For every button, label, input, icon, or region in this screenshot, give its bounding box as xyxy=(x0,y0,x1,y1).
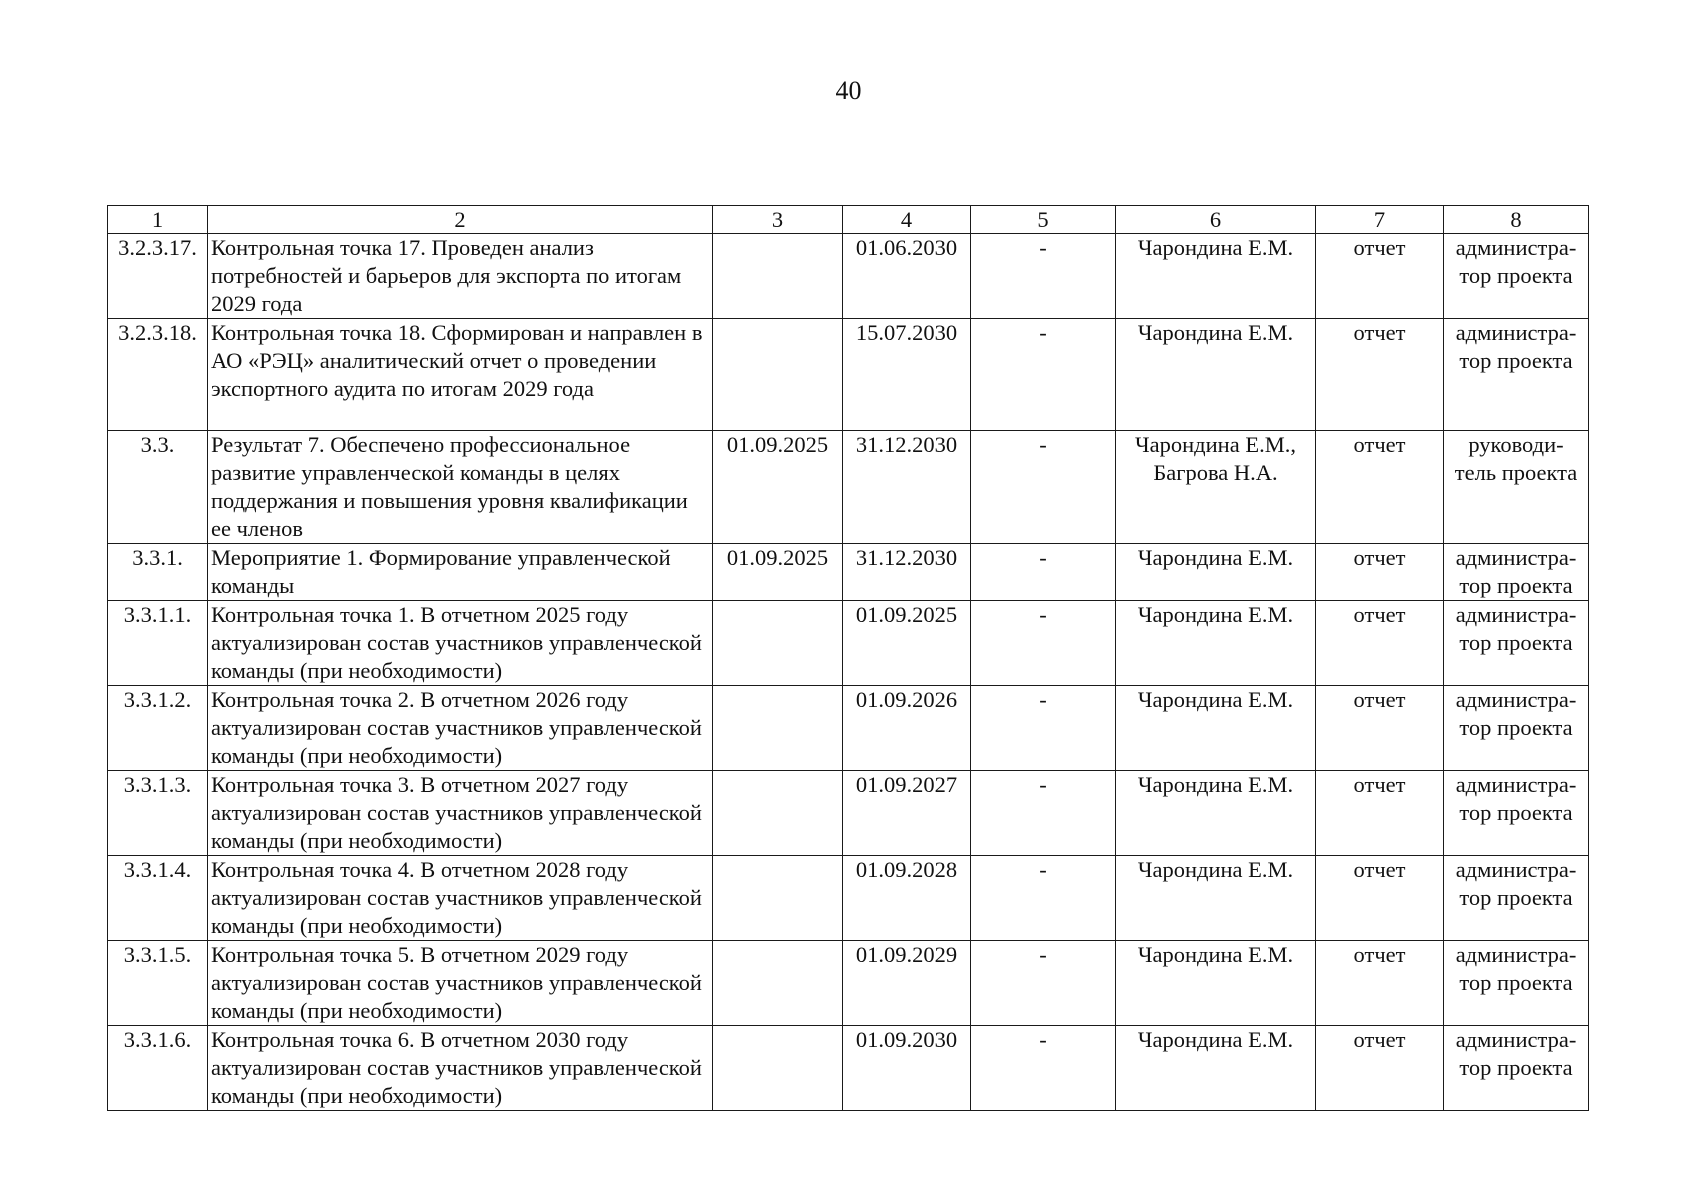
end-date: 15.07.2030 xyxy=(843,319,971,431)
item-number: 3.3. xyxy=(108,431,208,544)
responsible-text: Чарондина Е.М. xyxy=(1137,857,1294,882)
column-5-value: - xyxy=(971,856,1116,941)
item-name: Контрольная точка 3. В отчетном 2027 году актуализирован состав участников управленческой команды (при необходимости) xyxy=(208,771,713,856)
responsible-person xyxy=(1116,431,1316,544)
control-role-text: администра- тор проекта xyxy=(1455,235,1577,288)
item-number: 3.3.1.3. xyxy=(108,771,208,856)
column-header-3: 3 xyxy=(713,206,843,234)
result-document: отчет xyxy=(1316,431,1444,544)
column-5-value: - xyxy=(971,1026,1116,1111)
end-date: 01.09.2027 xyxy=(843,771,971,856)
control-role xyxy=(1444,771,1589,856)
responsible-text: Чарондина Е.М., Багрова Н.А. xyxy=(1135,432,1296,485)
column-5-value: - xyxy=(971,601,1116,686)
responsible-text: Чарондина Е.М. xyxy=(1137,772,1294,797)
item-name: Мероприятие 1. Формирование управленческой команды xyxy=(208,544,713,601)
control-role-text: администра- тор проекта xyxy=(1455,857,1577,910)
item-name: Контрольная точка 18. Сформирован и направлен в АО «РЭЦ» аналитический отчет о проведении экспортного аудита по итогам 2029 года xyxy=(208,319,713,431)
column-header-6: 6 xyxy=(1116,206,1316,234)
responsible-text: Чарондина Е.М. xyxy=(1137,1027,1294,1052)
control-role-text: руководи- тель проекта xyxy=(1454,432,1578,485)
start-date: 01.09.2025 xyxy=(713,544,843,601)
item-number: 3.3.1.1. xyxy=(108,601,208,686)
end-date: 31.12.2030 xyxy=(843,544,971,601)
responsible-text: Чарондина Е.М. xyxy=(1137,942,1294,967)
result-document: отчет xyxy=(1316,771,1444,856)
result-document: отчет xyxy=(1316,1026,1444,1111)
item-name: Контрольная точка 4. В отчетном 2028 году актуализирован состав участников управленческой команды (при необходимости) xyxy=(208,856,713,941)
end-date: 31.12.2030 xyxy=(843,431,971,544)
page-number: 40 xyxy=(835,76,862,105)
responsible-text: Чарондина Е.М. xyxy=(1137,235,1294,260)
item-number: 3.2.3.17. xyxy=(108,234,208,319)
responsible-text: Чарондина Е.М. xyxy=(1137,545,1294,570)
column-5-value: - xyxy=(971,771,1116,856)
item-name: Контрольная точка 17. Проведен анализ потребностей и барьеров для экспорта по итогам 2029 года xyxy=(208,234,713,319)
column-5-value: - xyxy=(971,941,1116,1026)
start-date xyxy=(713,941,843,1026)
control-role-text: администра- тор проекта xyxy=(1455,602,1577,655)
result-document: отчет xyxy=(1316,601,1444,686)
start-date xyxy=(713,686,843,771)
start-date xyxy=(713,771,843,856)
responsible-person xyxy=(1116,319,1316,431)
column-header-7: 7 xyxy=(1316,206,1444,234)
responsible-text: Чарондина Е.М. xyxy=(1137,320,1294,345)
item-name: Контрольная точка 1. В отчетном 2025 году актуализирован состав участников управленческой команды (при необходимости) xyxy=(208,601,713,686)
table-row xyxy=(108,234,1589,319)
item-number: 3.3.1.4. xyxy=(108,856,208,941)
control-role xyxy=(1444,856,1589,941)
responsible-person xyxy=(1116,234,1316,319)
column-5-value: - xyxy=(971,319,1116,431)
responsible-person xyxy=(1116,544,1316,601)
control-role-text: администра- тор проекта xyxy=(1455,1027,1577,1080)
control-role-text: администра- тор проекта xyxy=(1455,942,1577,995)
table-row xyxy=(108,1026,1589,1111)
item-name: Результат 7. Обеспечено профессиональное развитие управленческой команды в целях поддержания и повышения уровня квалификации ее членов xyxy=(208,431,713,544)
control-role xyxy=(1444,1026,1589,1111)
table-row xyxy=(108,771,1589,856)
column-header-8: 8 xyxy=(1444,206,1589,234)
column-header-4: 4 xyxy=(843,206,971,234)
responsible-text: Чарондина Е.М. xyxy=(1137,602,1294,627)
column-5-value: - xyxy=(971,686,1116,771)
responsible-person xyxy=(1116,941,1316,1026)
control-role-text: администра- тор проекта xyxy=(1455,772,1577,825)
responsible-person xyxy=(1116,1026,1316,1111)
start-date: 01.09.2025 xyxy=(713,431,843,544)
start-date xyxy=(713,319,843,431)
item-number: 3.3.1.5. xyxy=(108,941,208,1026)
header-row xyxy=(108,206,1589,234)
responsible-person xyxy=(1116,601,1316,686)
table-row xyxy=(108,601,1589,686)
table-row xyxy=(108,856,1589,941)
end-date: 01.09.2028 xyxy=(843,856,971,941)
item-number: 3.2.3.18. xyxy=(108,319,208,431)
table-row xyxy=(108,686,1589,771)
end-date: 01.06.2030 xyxy=(843,234,971,319)
responsible-person xyxy=(1116,686,1316,771)
end-date: 01.09.2025 xyxy=(843,601,971,686)
end-date: 01.09.2030 xyxy=(843,1026,971,1111)
item-name: Контрольная точка 5. В отчетном 2029 году актуализирован состав участников управленческой команды (при необходимости) xyxy=(208,941,713,1026)
column-header-1: 1 xyxy=(108,206,208,234)
result-document: отчет xyxy=(1316,856,1444,941)
control-role xyxy=(1444,941,1589,1026)
column-5-value: - xyxy=(971,234,1116,319)
item-name: Контрольная точка 2. В отчетном 2026 году актуализирован состав участников управленческой команды (при необходимости) xyxy=(208,686,713,771)
control-role xyxy=(1444,601,1589,686)
result-document: отчет xyxy=(1316,941,1444,1026)
control-role xyxy=(1444,319,1589,431)
result-document: отчет xyxy=(1316,234,1444,319)
column-5-value: - xyxy=(971,544,1116,601)
start-date xyxy=(713,1026,843,1111)
item-number: 3.3.1.6. xyxy=(108,1026,208,1111)
end-date: 01.09.2026 xyxy=(843,686,971,771)
responsible-person xyxy=(1116,856,1316,941)
table-row xyxy=(108,431,1589,544)
project-plan-table xyxy=(107,205,1589,1111)
item-number: 3.3.1. xyxy=(108,544,208,601)
control-role-text: администра- тор проекта xyxy=(1455,687,1577,740)
control-role xyxy=(1444,686,1589,771)
control-role-text: администра- тор проекта xyxy=(1455,545,1577,598)
item-number: 3.3.1.2. xyxy=(108,686,208,771)
control-role xyxy=(1444,234,1589,319)
table-row xyxy=(108,319,1589,431)
control-role xyxy=(1444,431,1589,544)
responsible-person xyxy=(1116,771,1316,856)
result-document: отчет xyxy=(1316,319,1444,431)
control-role xyxy=(1444,544,1589,601)
start-date xyxy=(713,856,843,941)
column-header-5: 5 xyxy=(971,206,1116,234)
table-row xyxy=(108,941,1589,1026)
result-document: отчет xyxy=(1316,544,1444,601)
result-document: отчет xyxy=(1316,686,1444,771)
column-header-2: 2 xyxy=(208,206,713,234)
column-5-value: - xyxy=(971,431,1116,544)
start-date xyxy=(713,234,843,319)
item-name: Контрольная точка 6. В отчетном 2030 году актуализирован состав участников управленческой команды (при необходимости) xyxy=(208,1026,713,1111)
control-role-text: администра- тор проекта xyxy=(1455,320,1577,373)
start-date xyxy=(713,601,843,686)
table-row xyxy=(108,544,1589,601)
responsible-text: Чарондина Е.М. xyxy=(1137,687,1294,712)
end-date: 01.09.2029 xyxy=(843,941,971,1026)
